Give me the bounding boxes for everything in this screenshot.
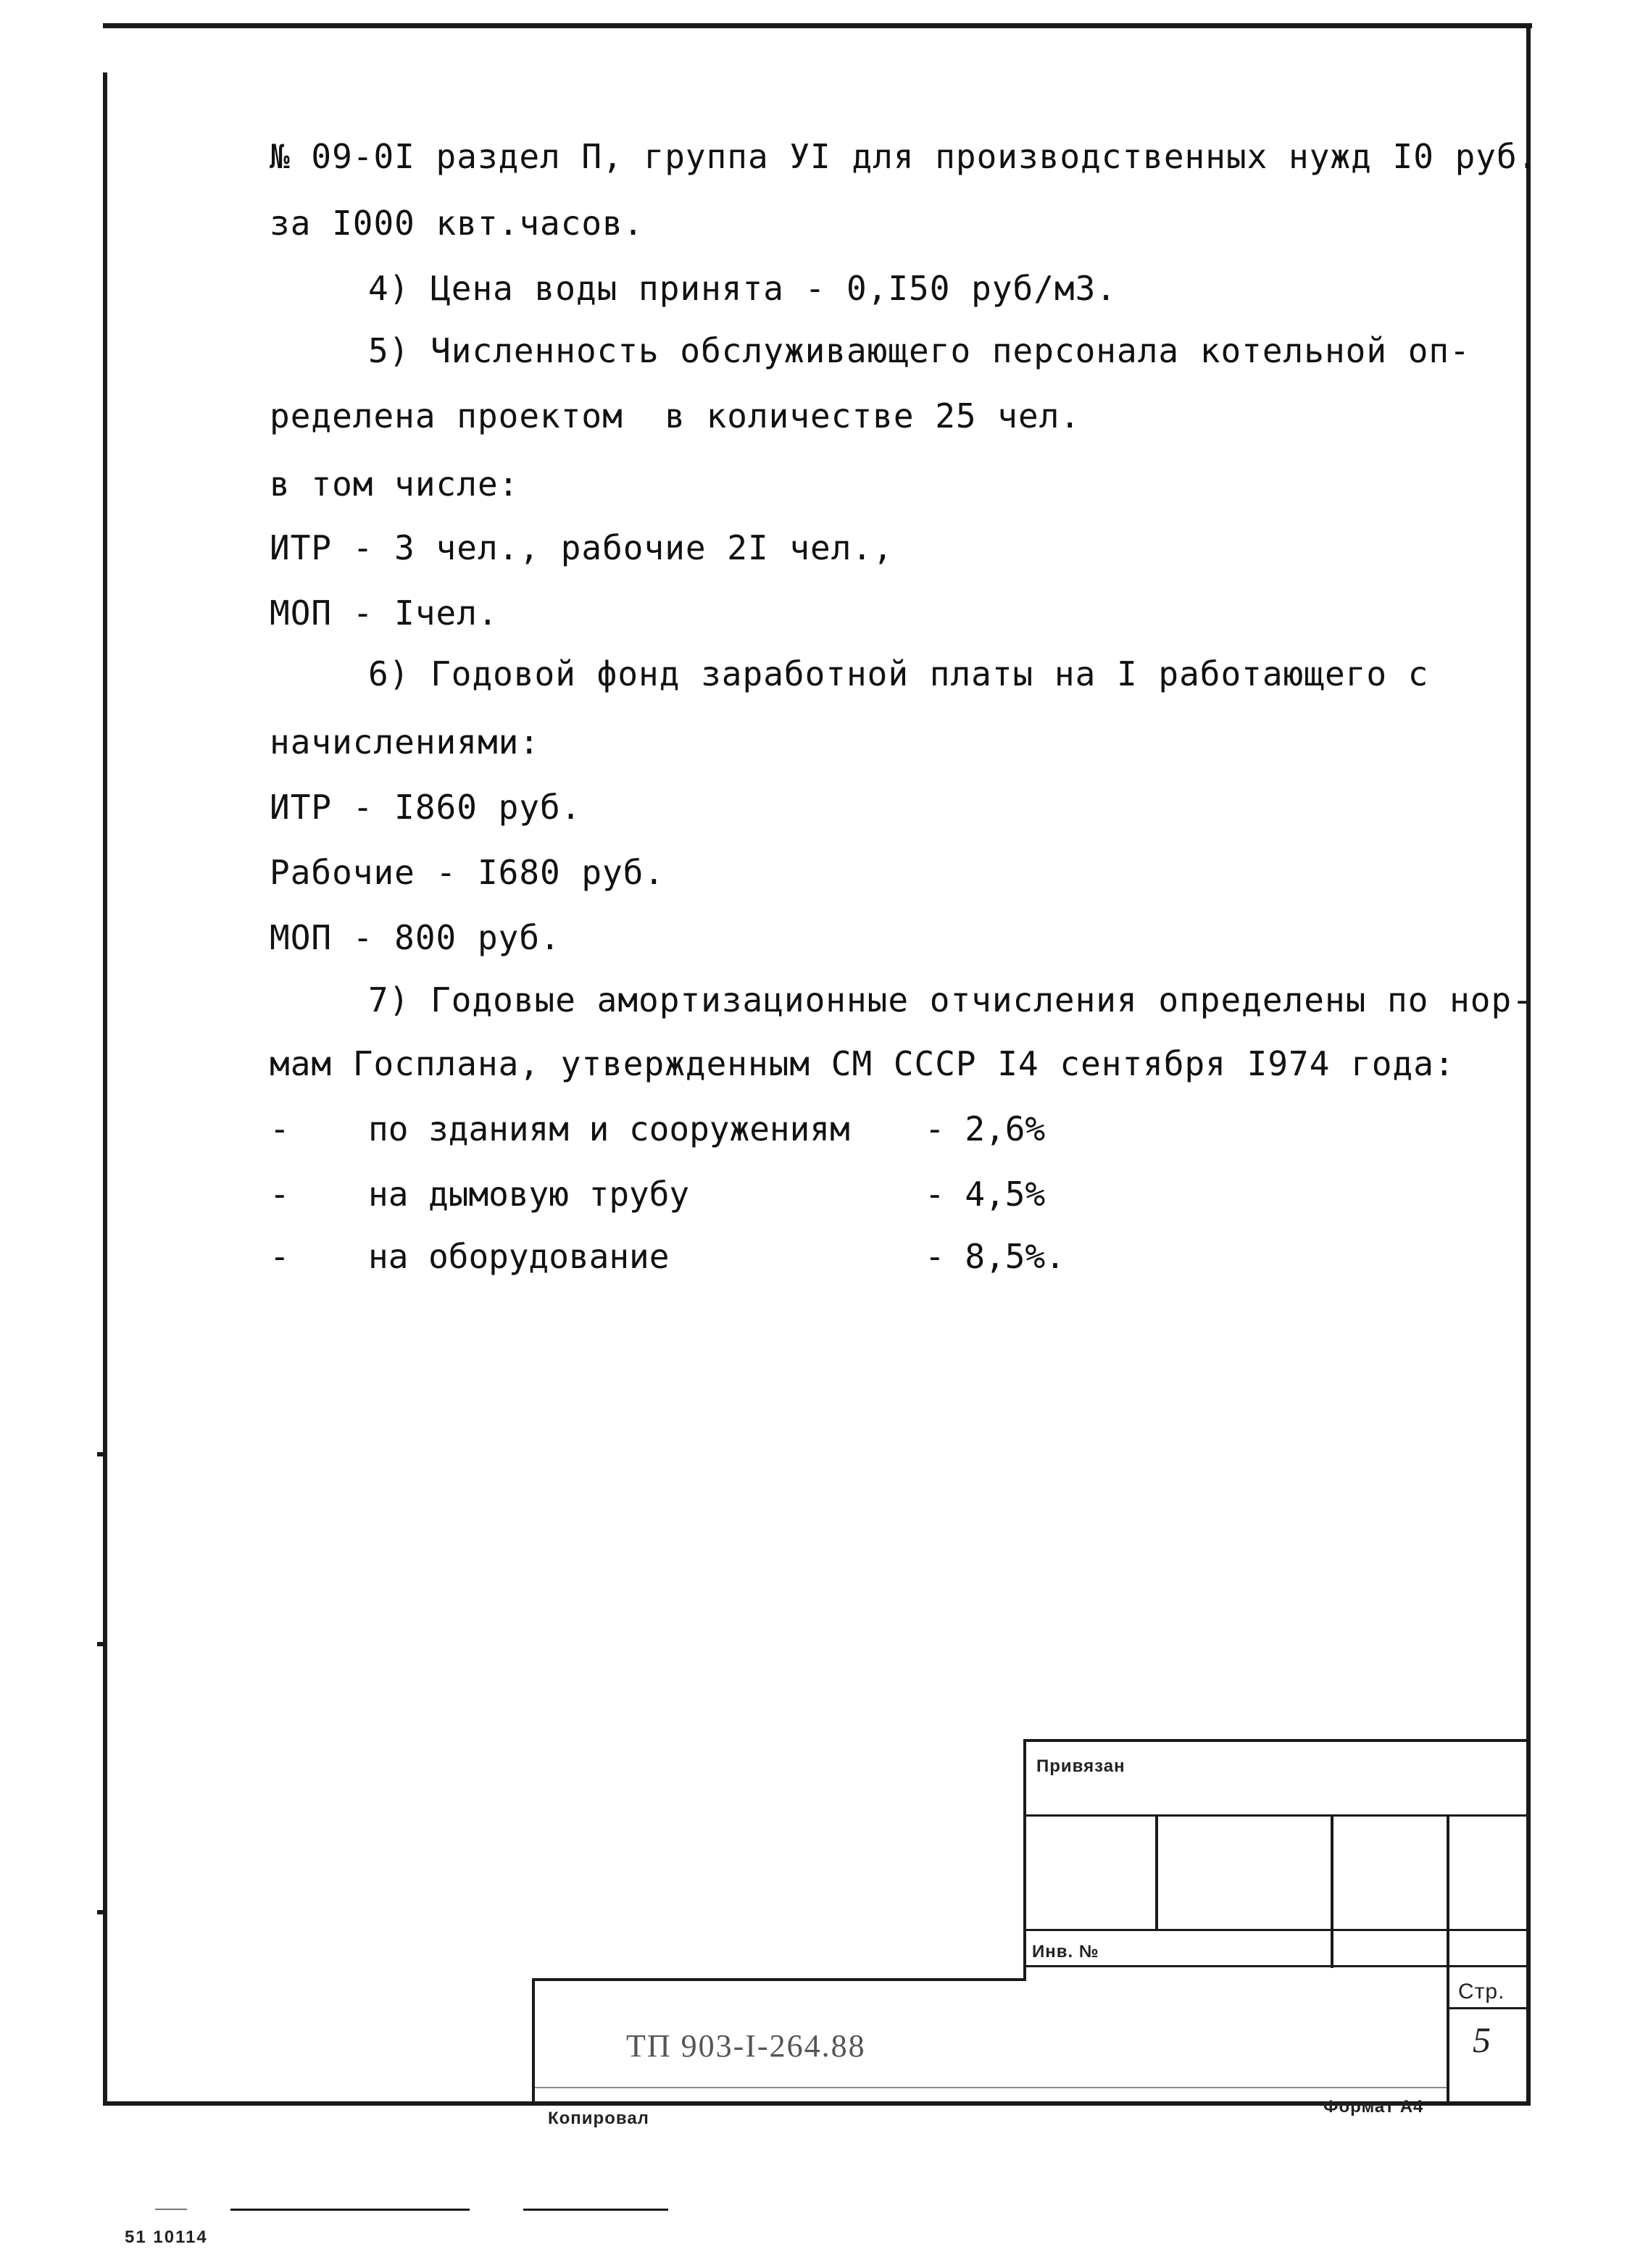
title-block-line [1023,1739,1529,1742]
text-line: 7) Годовые амортизационные отчисления определены по нор- [368,980,1533,1020]
page-number: 5 [1473,2019,1491,2060]
frame-tick [97,1642,104,1646]
list-label: на дымовую трубу [368,1175,690,1214]
title-block-line [1331,1814,1333,1968]
frame-tick [97,1452,104,1456]
list-value: - 8,5%. [925,1237,1065,1276]
frame-left-border [103,72,107,2106]
footer-rule [155,2209,187,2210]
text-line: ИТР - I860 руб. [270,788,582,827]
document-code: ТП 903-I-264.88 [626,2028,866,2064]
text-line: 6) Годовой фонд заработной платы на I работающего с [368,654,1429,693]
list-bullet: - [270,1175,290,1214]
title-block-line [532,1978,535,2103]
format-label: Формат А4 [1323,2097,1424,2117]
list-label: по зданиям и сооружениям [368,1109,850,1148]
frame-top-border [103,23,1532,28]
title-block-line [1155,1814,1158,1930]
frame-right-border [1526,23,1531,2106]
text-line: МОП - Iчел. [270,593,499,633]
list-value: - 4,5% [925,1175,1046,1214]
footer-rule [230,2209,470,2211]
text-line: 4) Цена воды принята - 0,I50 руб/м3. [368,269,1117,308]
inventory-number-label: Инв. № [1032,1942,1099,1961]
title-block-line [1023,1814,1529,1817]
list-bullet: - [270,1109,290,1148]
footer-rule [523,2209,668,2211]
title-block-line [1023,1929,1529,1931]
text-line: ИТР - 3 чел., рабочие 2I чел., [270,528,894,567]
text-line: ределена проектом в количестве 25 чел. [270,396,1081,435]
page-label: Стр. [1458,1980,1505,2004]
text-line: МОП - 800 руб. [270,918,561,957]
title-block-line [532,1978,1026,1981]
list-value: - 2,6% [925,1109,1046,1148]
text-line: за I000 квт.часов. [270,204,644,243]
text-line: № 09-0I раздел П, группа УI для производственных нужд I0 руб. [270,137,1539,176]
text-line: начислениями: [270,722,541,762]
title-block-line [1447,1814,1449,2101]
frame-tick [97,1910,104,1914]
list-label: на оборудование [368,1237,670,1276]
title-block-line [535,2087,1448,2088]
text-line: мам Госплана, утвержденным СМ СССР I4 сентября I974 года: [270,1044,1455,1083]
frame-bottom-border [103,2101,1531,2106]
footer-code: 51 10114 [125,2227,208,2247]
privyazan-label: Привязан [1036,1756,1125,1776]
title-block-line [1023,1965,1529,1967]
title-block-line [1023,1739,1026,1978]
copied-by-label: Копировал [548,2109,649,2128]
list-bullet: - [270,1237,290,1276]
text-line: в том числе: [270,464,520,504]
text-line: Рабочие - I680 руб. [270,853,665,892]
text-line: 5) Численность обслуживающего персонала котельной оп- [368,331,1470,370]
title-block-line [1447,2007,1529,2009]
